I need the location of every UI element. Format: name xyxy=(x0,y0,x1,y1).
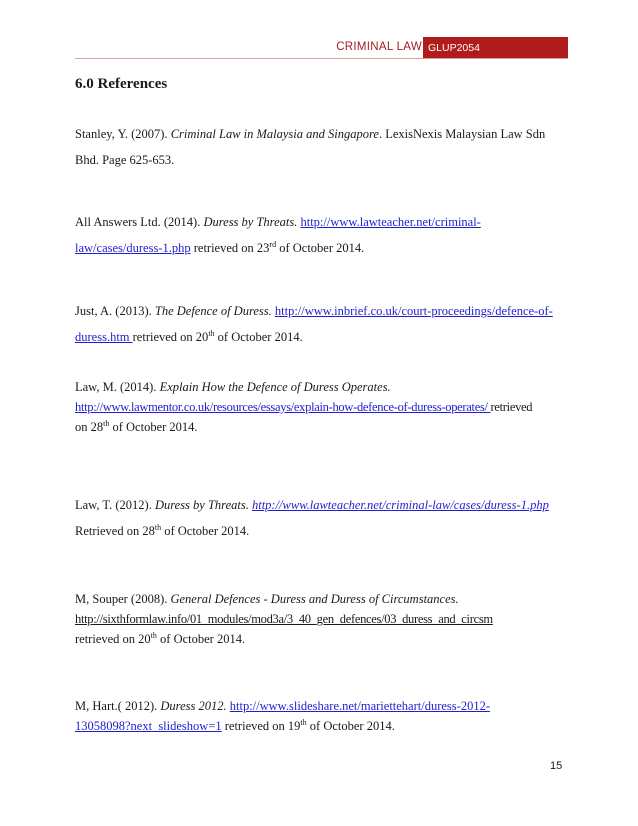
reference-retrieved: Retrieved on 28 xyxy=(75,524,155,538)
reference-retrieved-date: on 28 xyxy=(75,420,104,434)
reference-title: Criminal Law in Malaysia and Singapore xyxy=(170,127,379,141)
reference-author: M, Hart.( 2012). xyxy=(75,699,161,713)
reference-link[interactable]: http://www.lawteacher.net/criminal- xyxy=(300,215,481,229)
ordinal-suffix: th xyxy=(150,631,157,640)
reference-line xyxy=(75,214,565,230)
reference-retrieved-date: of October 2014. xyxy=(109,420,198,434)
reference-author: Just, A. (2013). xyxy=(75,304,155,318)
reference-line xyxy=(75,152,565,168)
reference-title: Explain How the Defence of Duress Operates. xyxy=(159,380,391,394)
reference-detail: Bhd. Page 625-653. xyxy=(75,153,175,167)
ordinal-suffix: th xyxy=(300,718,307,727)
reference-link[interactable]: http://www.lawmentor.co.uk/resources/essays/explain-how-defence-of-duress-operates/ xyxy=(75,400,491,414)
reference-retrieved-date: of October 2014. xyxy=(156,632,246,646)
reference-item xyxy=(75,303,565,345)
reference-title: The Defence of Duress. xyxy=(154,304,272,318)
reference-title: General Defences - Duress and Duress of Circumstances. xyxy=(170,592,459,606)
reference-retrieved: retrieved xyxy=(490,400,533,414)
reference-line xyxy=(75,240,565,256)
page-header xyxy=(0,37,638,59)
reference-line xyxy=(75,303,565,319)
reference-title: Duress by Threats. xyxy=(203,215,298,229)
header-divider xyxy=(75,58,568,59)
reference-link[interactable]: law/cases/duress-1.php xyxy=(75,241,191,255)
reference-title: Duress 2012. xyxy=(160,699,227,713)
reference-retrieved: retrieved on 23 xyxy=(190,241,270,255)
ordinal-suffix: th xyxy=(208,329,215,338)
reference-retrieved-date: of October 2014. xyxy=(214,330,303,344)
reference-author: Stanley, Y. (2007). xyxy=(75,127,171,141)
section-heading: 6.0 References xyxy=(75,76,168,92)
reference-link[interactable]: 13058098?next_slideshow=1 xyxy=(75,719,222,733)
reference-link[interactable]: http://www.inbrief.co.uk/court-proceedings/defence-of- xyxy=(274,304,553,318)
ordinal-suffix: th xyxy=(103,419,110,428)
reference-item xyxy=(75,379,565,435)
reference-line xyxy=(75,126,565,142)
reference-line xyxy=(75,611,565,627)
reference-retrieved: retrieved on 20 xyxy=(75,632,151,646)
reference-line xyxy=(75,399,565,415)
page-number: 15 xyxy=(550,760,563,772)
reference-author: Law, T. (2012). xyxy=(75,498,155,512)
ordinal-suffix: rd xyxy=(269,240,277,249)
reference-author: Law, M. (2014). xyxy=(75,380,160,394)
reference-line xyxy=(75,497,565,513)
reference-item xyxy=(75,214,565,256)
reference-author: M, Souper (2008). xyxy=(75,592,171,606)
reference-link[interactable]: duress.htm xyxy=(75,330,133,344)
reference-line xyxy=(75,718,565,734)
reference-title: Duress by Threats. xyxy=(154,498,249,512)
header-code-badge: GLUP2054 xyxy=(423,37,568,59)
ordinal-suffix: th xyxy=(154,523,162,532)
reference-line xyxy=(75,329,565,345)
reference-item xyxy=(75,591,565,647)
header-title: CRIMINAL LAW xyxy=(336,41,422,53)
reference-link[interactable]: http://sixthformlaw.info/01_modules/mod3a/3_40_gen_defences/03_duress_and_circsm xyxy=(75,612,493,626)
reference-line xyxy=(75,419,565,435)
reference-retrieved-date: of October 2014. xyxy=(306,719,395,733)
reference-line xyxy=(75,523,565,539)
reference-publisher: . LexisNexis Malaysian Law Sdn xyxy=(378,127,546,141)
reference-line xyxy=(75,591,565,607)
reference-item xyxy=(75,698,565,734)
reference-retrieved: retrieved on 19 xyxy=(221,719,301,733)
reference-link[interactable]: http://www.slideshare.net/mariettehart/duress-2012- xyxy=(229,699,490,713)
reference-line xyxy=(75,698,565,714)
reference-retrieved-date: of October 2014. xyxy=(276,241,365,255)
reference-line xyxy=(75,631,565,647)
reference-item xyxy=(75,126,565,168)
reference-item xyxy=(75,497,565,539)
reference-retrieved: retrieved on 20 xyxy=(132,330,209,344)
reference-link[interactable]: http://www.lawteacher.net/criminal-law/cases/duress-1.php xyxy=(251,498,549,512)
reference-line xyxy=(75,379,565,395)
reference-retrieved-date: of October 2014. xyxy=(161,524,250,538)
reference-author: All Answers Ltd. (2014). xyxy=(75,215,204,229)
